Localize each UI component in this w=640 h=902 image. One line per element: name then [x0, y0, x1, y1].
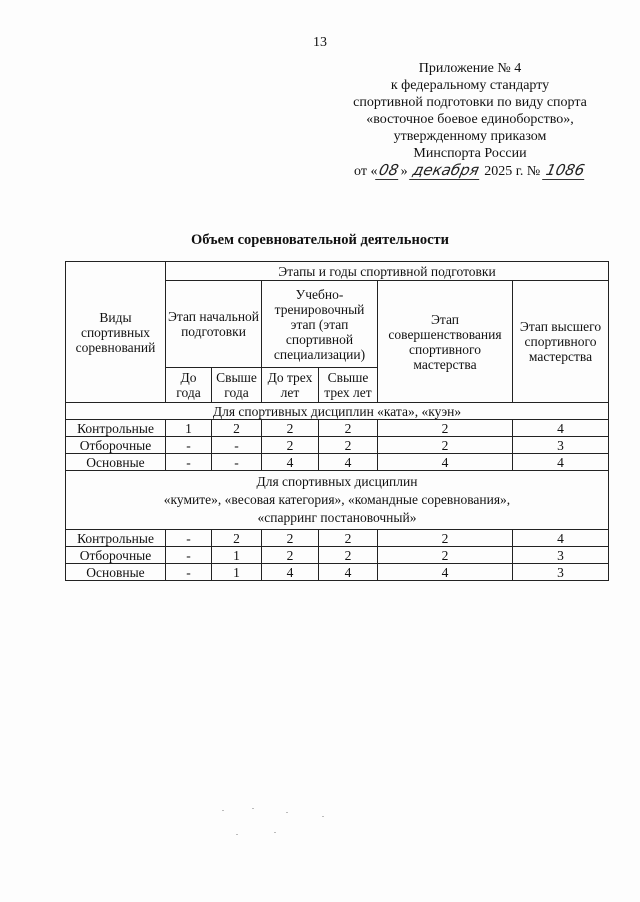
section-kata-header: Для спортивных дисциплин «ката», «куэн» — [66, 403, 609, 420]
handwritten-month: декабря — [409, 162, 482, 180]
table-cell: 4 — [262, 564, 319, 581]
table-cell: 2 — [319, 530, 378, 547]
handwritten-day: 08 — [376, 162, 403, 180]
table-cell: 3 — [513, 564, 609, 581]
page-number: 13 — [313, 35, 327, 50]
table-cell: 4 — [319, 454, 378, 471]
table-cell: 2 — [212, 420, 262, 437]
table-cell: 2 — [262, 437, 319, 454]
scan-noise — [222, 808, 332, 838]
table-row — [66, 454, 609, 471]
table-cell: 2 — [262, 547, 319, 564]
table-cell: 4 — [262, 454, 319, 471]
row-label: Контрольные — [66, 420, 166, 437]
table-cell: - — [166, 564, 212, 581]
table-cell: 4 — [513, 420, 609, 437]
appendix-line: к федеральному стандарту — [390, 78, 550, 93]
table-cell: 4 — [378, 454, 513, 471]
appendix-header — [340, 60, 600, 180]
appendix-line: Минспорта России — [413, 146, 527, 161]
table-cell: 3 — [513, 547, 609, 564]
table-row — [66, 547, 609, 564]
table-cell: 2 — [378, 437, 513, 454]
table-cell: 4 — [378, 564, 513, 581]
table-cell: 4 — [513, 530, 609, 547]
appendix-line: «восточное боевое единоборство», — [366, 112, 574, 127]
date-sep: » — [400, 164, 408, 179]
order-date-line — [340, 162, 600, 180]
table-cell: 1 — [212, 564, 262, 581]
competition-table — [65, 261, 609, 581]
row-label: Отборочные — [66, 547, 166, 564]
section-kumite-line: «кумите», «весовая категория», «командные соревнования», — [163, 492, 511, 507]
appendix-line: спортивной подготовки по виду спорта — [353, 95, 587, 110]
row-label: Отборочные — [66, 437, 166, 454]
date-prefix: от « — [354, 164, 378, 179]
table-cell: 2 — [319, 547, 378, 564]
section-kumite-line: Для спортивных дисциплин — [256, 474, 418, 489]
document-title: Объем соревновательной деятельности — [191, 232, 449, 248]
subcol-over-year: Свыше года — [212, 368, 262, 403]
appendix-line: утвержденному приказом — [393, 129, 547, 144]
row-label: Основные — [66, 564, 166, 581]
table-cell: 1 — [212, 547, 262, 564]
subcol-upto-three: До трех лет — [262, 368, 319, 403]
row-label: Основные — [66, 454, 166, 471]
table-cell: 2 — [319, 420, 378, 437]
subcol-over-three: Свыше трех лет — [319, 368, 378, 403]
stage-initial-header: Этап начальной подготовки — [166, 281, 262, 368]
section-kumite-line: «спарринг постановочный» — [257, 510, 417, 525]
col-kinds-header: Виды спортивных соревнований — [66, 262, 166, 403]
appendix-line: Приложение № 4 — [418, 61, 522, 76]
table-cell: 2 — [212, 530, 262, 547]
table-cell: 2 — [378, 547, 513, 564]
table-cell: 1 — [166, 420, 212, 437]
table-cell: 4 — [513, 454, 609, 471]
table-cell: - — [212, 454, 262, 471]
stage-improvement-header: Этап совершенствования спортивного мастерства — [378, 281, 513, 403]
subcol-upto-year: До года — [166, 368, 212, 403]
table-cell: 2 — [378, 420, 513, 437]
stage-training-header: Учебно-тренировочный этап (этап спортивной специализации) — [262, 281, 378, 368]
table-cell: - — [166, 547, 212, 564]
table-cell: - — [166, 454, 212, 471]
group-header: Этапы и годы спортивной подготовки — [166, 262, 609, 281]
table-row — [66, 564, 609, 581]
year-text: 2025 г. № — [484, 164, 541, 179]
stage-highest-header: Этап высшего спортивного мастерства — [513, 281, 609, 403]
table-cell: - — [212, 437, 262, 454]
row-label: Контрольные — [66, 530, 166, 547]
table-cell: 4 — [319, 564, 378, 581]
table-cell: 3 — [513, 437, 609, 454]
handwritten-order-number: 1086 — [542, 162, 588, 180]
table-cell: 2 — [262, 530, 319, 547]
table-cell: - — [166, 437, 212, 454]
table-row — [66, 530, 609, 547]
table-row — [66, 437, 609, 454]
section-kumite-header — [66, 471, 609, 530]
table-cell: 2 — [262, 420, 319, 437]
table-row — [66, 420, 609, 437]
table-cell: - — [166, 530, 212, 547]
table-cell: 2 — [378, 530, 513, 547]
table-cell: 2 — [319, 437, 378, 454]
